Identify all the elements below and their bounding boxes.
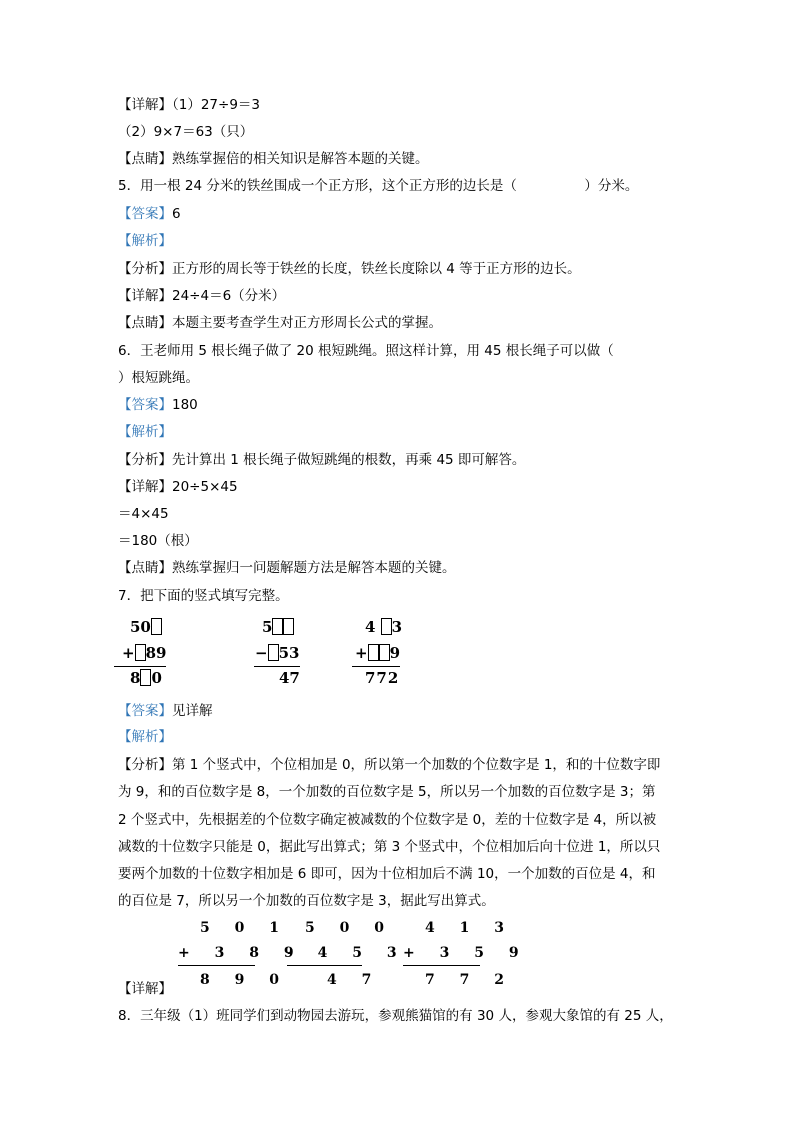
q5-answer [118,205,181,223]
text: 本题主要考查学生对正方形周长公式的掌握。 [172,315,442,331]
plus-sign: + [355,644,368,662]
q5-tip [118,314,442,332]
q7-detail-label: 【详解】 [118,981,172,997]
blank-box[interactable] [140,669,151,686]
q5-analysis [118,260,581,278]
q6-detail-line3: ＝180（根） [118,533,198,549]
q6-answer [118,396,198,414]
mid-row [355,644,400,662]
analysis-label: 【分析】 [118,452,172,468]
mid-row: + 3 5 9 [403,945,529,961]
text: 6 [172,206,181,222]
blank-box[interactable] [379,644,390,661]
q7-analysis-line5: 要两个加数的十位数字相加是 6 即可，因为十位相加后不满 10，一个加数的百位是 4，和 [118,866,656,882]
digits: 8 [130,669,141,687]
mid-row: - 4 5 3 [287,945,407,961]
bottom-row: 7 7 2 [425,972,514,988]
top-row [262,618,294,636]
blank-box[interactable] [135,644,146,661]
top-row: 4 1 3 [425,920,514,936]
text: 24÷4＝6（分米） [172,288,286,304]
difference-line [287,965,362,966]
q6-analysis-head: 【解析】 [118,424,172,440]
text: 先计算出 1 根长绳子做短跳绳的根数，再乘 45 即可解答。 [172,452,526,468]
q7-question: 7．把下面的竖式填写完整。 [118,588,289,604]
tip-label: 【点睛】 [118,315,172,331]
digits: 9 [389,644,401,662]
q7-analysis-line1 [118,756,660,774]
bottom-row [130,669,162,687]
sum-line [352,666,400,667]
text: 熟练掌握归一问题解题方法是解答本题的关键。 [172,560,456,576]
minus-sign: − [255,644,268,662]
text: 180 [172,397,198,413]
digits: 4 [365,618,376,636]
sum-line [114,666,166,667]
q8-question: 8．三年级（1）班同学们到动物园去游玩，参观熊猫馆的有 30 人，参观大象馆的有 25 人， [118,1008,673,1024]
q7-analysis-head: 【解析】 [118,729,172,745]
text: 见详解 [172,703,213,719]
blank-box[interactable] [368,644,379,661]
analysis-label: 【分析】 [118,757,172,773]
q7-analysis-line4: 减数的十位数字只能是 0，据此写出算式；第 3 个竖式中，个位相加后向十位进 1，所以只 [118,839,661,855]
digits: 47 [279,669,300,687]
q6-question-line1: 6．王老师用 5 根长绳子做了 20 根短跳绳。照这样计算，用 45 根长绳子可以做（ [118,343,614,359]
q6-analysis [118,451,525,469]
bottom-row: 8 9 0 [200,972,289,988]
q6-detail-line2: ＝4×45 [118,506,169,522]
mid-row [255,644,299,662]
digits: 0 [151,669,162,687]
q6-detail [118,478,238,496]
digits: 53 [278,644,300,662]
text: 20÷5×45 [172,479,238,495]
blank-box[interactable] [283,618,294,635]
bottom-row: 4 7 [327,972,382,988]
digits: 50 [130,618,151,636]
q4-detail-line1 [118,96,260,114]
tip-label: 【点睛】 [118,151,172,167]
q5-detail [118,287,285,305]
digits: 89 [145,644,167,662]
detail-label: 【详解】 [118,479,172,495]
top-row [365,618,402,636]
q7-analysis-line3: 2 个竖式中，先根据差的个位数字确定被减数的个位数字是 0，差的十位数字是 4，所以被 [118,812,657,828]
text: （1）27÷9＝3 [172,97,261,113]
q5-question: 5．用一根 24 分米的铁丝围成一个正方形，这个正方形的边长是（ ）分米。 [118,178,639,194]
blank-box[interactable] [151,618,162,635]
blank-box[interactable] [381,618,392,635]
detail-label: 【详解】 [118,288,172,304]
tip-label: 【点睛】 [118,560,172,576]
mid-row [122,644,166,662]
sum-line [403,965,480,966]
digits: 5 [262,618,273,636]
text: 正方形的周长等于铁丝的长度，铁丝长度除以 4 等于正方形的边长。 [172,261,581,277]
q7-analysis-line2: 为 9，和的百位数字是 8，一个加数的百位数字是 5，所以另一个加数的百位数字是 3；第 [118,784,656,800]
q6-tip [118,559,456,577]
q6-question-line2: ）根短跳绳。 [118,370,199,386]
blank-box[interactable] [268,644,279,661]
analysis-label: 【分析】 [118,261,172,277]
q7-answer [118,702,213,720]
mid-row: + 3 8 9 [178,945,304,961]
plus-sign: + [122,644,135,662]
answer-label: 【答案】 [118,397,172,413]
detail-label: 【详解】 [118,97,172,113]
top-row [130,618,162,636]
text: 熟练掌握倍的相关知识是解答本题的关键。 [172,151,429,167]
blank-box[interactable] [272,618,283,635]
digits: 3 [391,618,403,636]
q4-detail-line2: （2）9×7＝63（只） [118,124,254,140]
answer-label: 【答案】 [118,703,172,719]
q4-tip [118,150,429,168]
answer-label: 【答案】 [118,206,172,222]
text: 第 1 个竖式中，个位相加是 0，所以第一个加数的个位数字是 1，和的十位数字即 [172,757,661,773]
q5-analysis-head: 【解析】 [118,233,172,249]
q7-analysis-line6: 的百位是 7，所以另一个加数的百位数字是 3，据此写出算式。 [118,893,495,909]
difference-line [254,666,300,667]
sum-line [178,965,255,966]
top-row: 5 0 1 [200,920,289,936]
digits: 772 [365,669,400,687]
top-row: 5 0 0 [305,920,394,936]
